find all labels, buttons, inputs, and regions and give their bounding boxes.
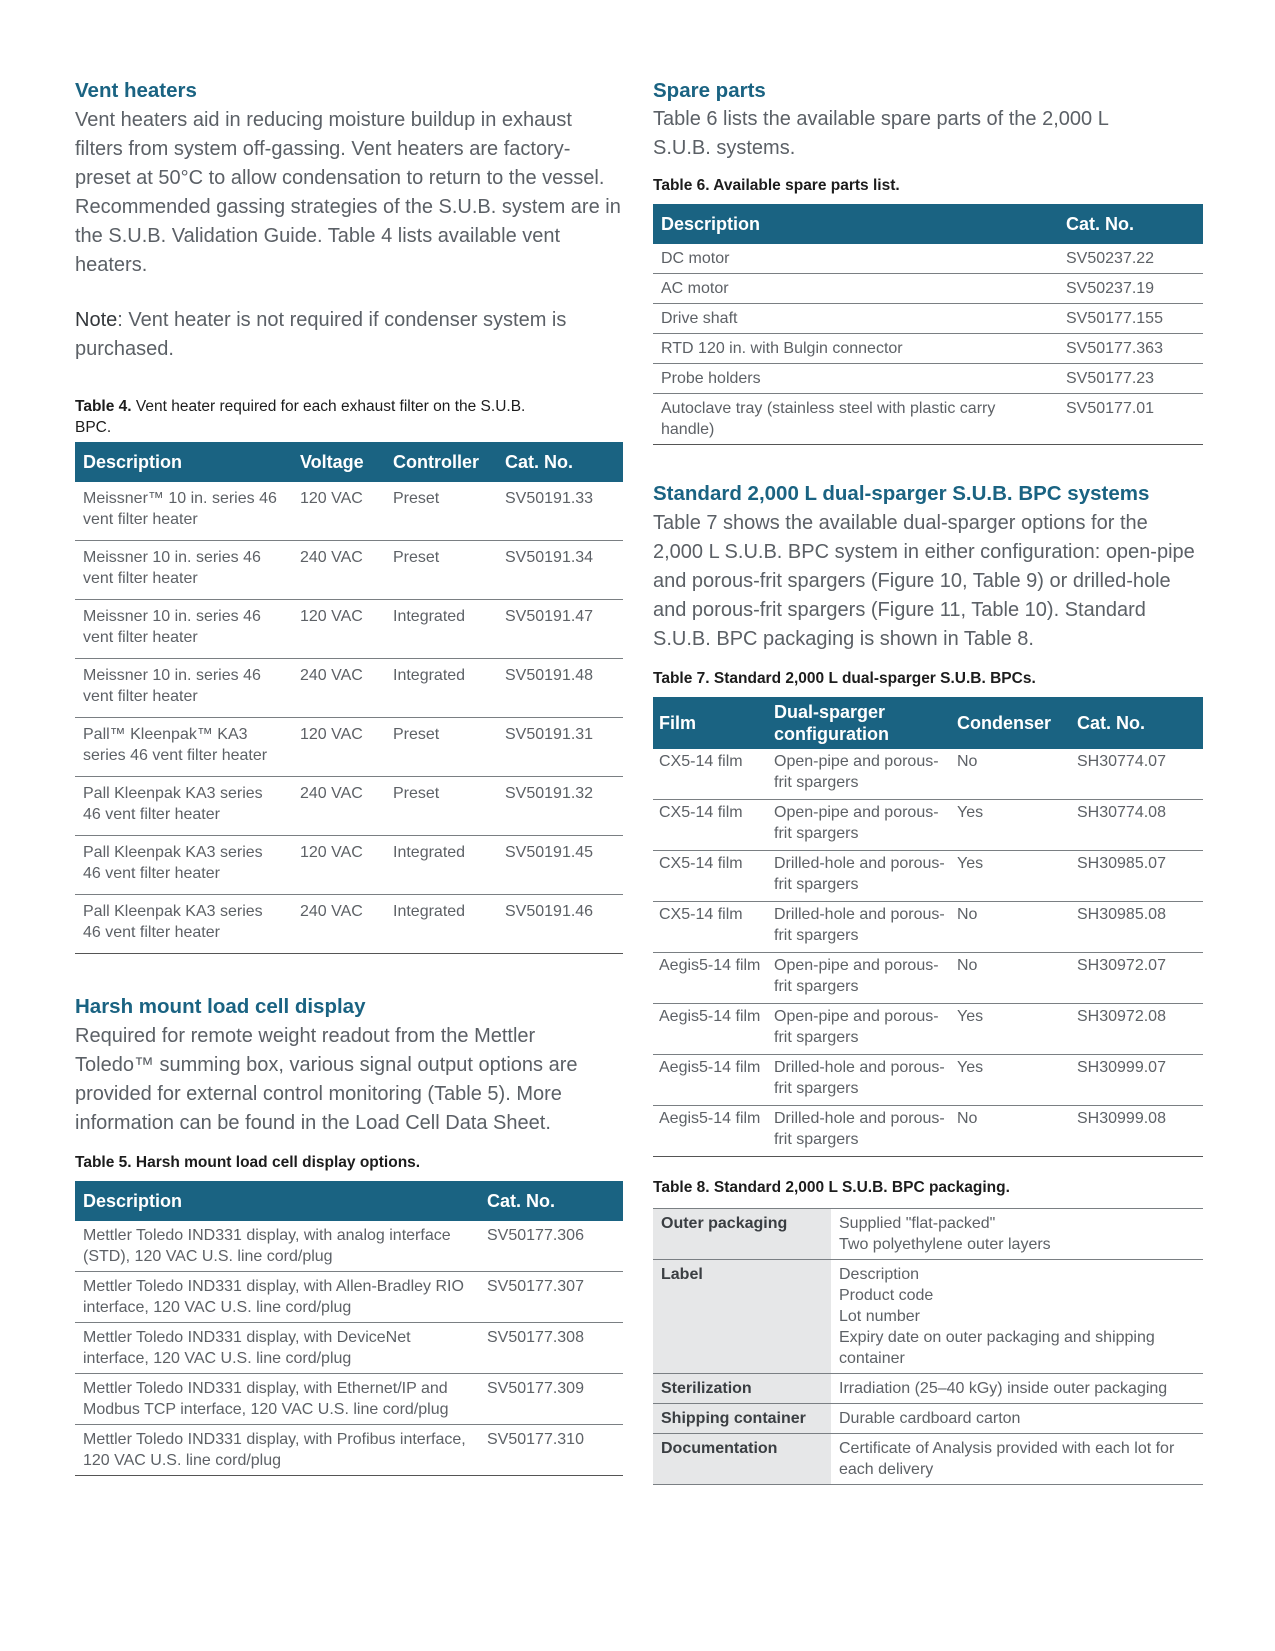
table8-cell: Irradiation (25–40 kGy) inside outer packaging <box>831 1374 1203 1404</box>
table7-cell: No <box>951 1106 1071 1157</box>
table7-cell: Open-pipe and porous-frit spargers <box>768 953 951 1004</box>
table7-cell: Yes <box>951 851 1071 902</box>
table4-cell: SV50191.34 <box>497 541 623 600</box>
table4-cell: Meissner 10 in. series 46 vent filter heater <box>75 659 292 718</box>
table5-cell: Mettler Toledo IND331 display, with analog interface (STD), 120 VAC U.S. line cord/plug <box>75 1221 479 1272</box>
table6-cell: SV50237.22 <box>1058 244 1203 274</box>
table8-cell: Documentation <box>653 1434 831 1485</box>
table6-cell: DC motor <box>653 244 1058 274</box>
table7-cell: Aegis5-14 film <box>653 953 768 1004</box>
table6-cell: Drive shaft <box>653 304 1058 334</box>
table8-caption <box>653 1177 1203 1198</box>
table7-cell: CX5-14 film <box>653 749 768 800</box>
table7-cell: CX5-14 film <box>653 851 768 902</box>
dual-sparger-body: Table 7 shows the available dual-sparger options for the 2,000 L S.U.B. BPC system in either configuration: open-pipe and porous-frit spargers (Figure 10, Table 9) or drilled-hole and porous-frit spargers (Figure 11, Table 10). Standard S.U.B. BPC packaging is shown in Table 8. <box>653 512 1195 650</box>
left-column <box>75 78 623 1476</box>
table4-cell: SV50191.32 <box>497 777 623 836</box>
table7-row <box>653 1106 1203 1157</box>
table8-row <box>653 1209 1203 1260</box>
table7-cell: No <box>951 953 1071 1004</box>
vent-heaters-note <box>75 306 623 364</box>
table7-cell: Yes <box>951 1004 1071 1055</box>
table4-cell: 240 VAC <box>292 895 385 954</box>
table4-cell: 120 VAC <box>292 718 385 777</box>
table7-cell: Aegis5-14 film <box>653 1106 768 1157</box>
table4-cell: Pall™ Kleenpak™ KA3 series 46 vent filter heater <box>75 718 292 777</box>
table8-cell: Label <box>653 1260 831 1374</box>
table8-caption-text: Standard 2,000 L S.U.B. BPC packaging. <box>709 1179 1010 1196</box>
table6-cell: SV50177.155 <box>1058 304 1203 334</box>
table4-cell: Pall Kleenpak KA3 series 46 vent filter heater <box>75 777 292 836</box>
table4-row <box>75 600 623 659</box>
table4-cell: 240 VAC <box>292 777 385 836</box>
table5-cell: SV50177.308 <box>479 1323 623 1374</box>
table6-spare-parts <box>653 204 1203 445</box>
table6-cell: SV50177.363 <box>1058 334 1203 364</box>
table8-row <box>653 1374 1203 1404</box>
table5-cell: Mettler Toledo IND331 display, with Allen-Bradley RIO interface, 120 VAC U.S. line cord/plug <box>75 1272 479 1323</box>
table4-row <box>75 659 623 718</box>
table7-row <box>653 851 1203 902</box>
table4-cell: Preset <box>385 718 497 777</box>
table6-header-cell: Cat. No. <box>1058 204 1203 244</box>
table5-caption <box>75 1152 623 1173</box>
table4-cell: Pall Kleenpak KA3 series 46 vent filter heater <box>75 836 292 895</box>
table6-row <box>653 244 1203 274</box>
table4-row <box>75 777 623 836</box>
table4-header-cell: Cat. No. <box>497 442 623 482</box>
table7-dual-sparger <box>653 697 1203 1157</box>
table7-row <box>653 902 1203 953</box>
table8-cell: Outer packaging <box>653 1209 831 1260</box>
table5-header-cell: Description <box>75 1181 479 1221</box>
table7-cell: Drilled-hole and porous-frit spargers <box>768 851 951 902</box>
table7-cell: SH30972.08 <box>1071 1004 1203 1055</box>
table7-cell: Open-pipe and porous-frit spargers <box>768 1004 951 1055</box>
table4-cell: 120 VAC <box>292 482 385 541</box>
table7-caption <box>653 668 1203 689</box>
table6-cell: AC motor <box>653 274 1058 304</box>
table4-cell: 120 VAC <box>292 600 385 659</box>
table7-cell: Drilled-hole and porous-frit spargers <box>768 1106 951 1157</box>
table6-cell: SV50237.19 <box>1058 274 1203 304</box>
table6-header-cell: Description <box>653 204 1058 244</box>
table5-cell: SV50177.310 <box>479 1425 623 1476</box>
dual-sparger-section <box>653 481 1203 1485</box>
right-column <box>653 78 1203 1485</box>
table4-cell: Preset <box>385 777 497 836</box>
table4-cell: Integrated <box>385 659 497 718</box>
table7-cell: Open-pipe and porous-frit spargers <box>768 800 951 851</box>
table8-cell: Description Product code Lot number Expiry date on outer packaging and shipping container <box>831 1260 1203 1374</box>
table4-cell: SV50191.33 <box>497 482 623 541</box>
table7-caption-text: Standard 2,000 L dual-sparger S.U.B. BPCs. <box>709 670 1036 687</box>
table5-row <box>75 1425 623 1476</box>
table4-cell: 120 VAC <box>292 836 385 895</box>
table8-cell: Sterilization <box>653 1374 831 1404</box>
table5-cell: Mettler Toledo IND331 display, with DeviceNet interface, 120 VAC U.S. line cord/plug <box>75 1323 479 1374</box>
table8-cell: Supplied "flat-packed" Two polyethylene outer layers <box>831 1209 1203 1260</box>
table5-caption-text: Harsh mount load cell display options. <box>131 1154 421 1171</box>
table5-cell: SV50177.307 <box>479 1272 623 1323</box>
table4-header-cell: Voltage <box>292 442 385 482</box>
table4-caption-label: Table 4. <box>75 398 132 415</box>
table7-header-cell: Film <box>653 697 768 749</box>
table6-caption <box>653 175 1203 196</box>
table7-cell: SH30774.08 <box>1071 800 1203 851</box>
table6-row <box>653 364 1203 394</box>
table7-row <box>653 953 1203 1004</box>
table6-caption-label: Table 6. <box>653 177 710 194</box>
table5-cell: Mettler Toledo IND331 display, with Profibus interface, 120 VAC U.S. line cord/plug <box>75 1425 479 1476</box>
table4-caption <box>75 396 545 438</box>
table6-cell: SV50177.23 <box>1058 364 1203 394</box>
table4-header-cell: Controller <box>385 442 497 482</box>
table7-cell: No <box>951 749 1071 800</box>
spare-parts-heading: Spare parts <box>653 79 766 102</box>
table5-row <box>75 1221 623 1272</box>
table4-cell: 240 VAC <box>292 541 385 600</box>
table7-cell: SH30999.07 <box>1071 1055 1203 1106</box>
table8-cell: Certificate of Analysis provided with each lot for each delivery <box>831 1434 1203 1485</box>
table7-cell: CX5-14 film <box>653 902 768 953</box>
table7-cell: Aegis5-14 film <box>653 1055 768 1106</box>
table4-cell: Preset <box>385 482 497 541</box>
table4-cell: Integrated <box>385 836 497 895</box>
table8-row <box>653 1260 1203 1374</box>
vent-heaters-section <box>75 78 623 954</box>
table5-caption-label: Table 5. <box>75 1154 132 1171</box>
table5-header-cell: Cat. No. <box>479 1181 623 1221</box>
table7-row <box>653 1055 1203 1106</box>
table8-caption-label: Table 8. <box>653 1179 710 1196</box>
load-cell-heading: Harsh mount load cell display <box>75 995 366 1018</box>
table7-header-cell: Cat. No. <box>1071 697 1203 749</box>
table7-cell: Drilled-hole and porous-frit spargers <box>768 902 951 953</box>
table5-cell: SV50177.309 <box>479 1374 623 1425</box>
table4-row <box>75 541 623 600</box>
table5-load-cell <box>75 1181 623 1476</box>
table4-row <box>75 836 623 895</box>
note-label: Note <box>75 309 118 331</box>
table6-row <box>653 274 1203 304</box>
table7-row <box>653 1004 1203 1055</box>
load-cell-body: Required for remote weight readout from the Mettler Toledo™ summing box, various signal output options are provided for external control monitoring (Table 5). More information can be found in the Load Cell Data Sheet. <box>75 1025 578 1134</box>
note-text: : Vent heater is not required if condenser system is purchased. <box>75 309 567 360</box>
table4-caption-text: Vent heater required for each exhaust filter on the S.U.B. BPC. <box>75 398 526 436</box>
dual-sparger-heading: Standard 2,000 L dual-sparger S.U.B. BPC systems <box>653 482 1150 505</box>
table6-row <box>653 304 1203 334</box>
table4-cell: SV50191.47 <box>497 600 623 659</box>
table4-cell: SV50191.46 <box>497 895 623 954</box>
table5-row <box>75 1272 623 1323</box>
table6-cell: Probe holders <box>653 364 1058 394</box>
table7-cell: Open-pipe and porous-frit spargers <box>768 749 951 800</box>
table4-cell: Meissner 10 in. series 46 vent filter heater <box>75 541 292 600</box>
table6-caption-text: Available spare parts list. <box>709 177 900 194</box>
table8-cell: Durable cardboard carton <box>831 1404 1203 1434</box>
table4-row <box>75 482 623 541</box>
table7-caption-label: Table 7. <box>653 670 710 687</box>
table7-cell: SH30985.08 <box>1071 902 1203 953</box>
table4-cell: SV50191.48 <box>497 659 623 718</box>
vent-heaters-body: Vent heaters aid in reducing moisture buildup in exhaust filters from system off-gassing. Vent heaters are factory-preset at 50°C to allow condensation to return to the vessel. Recommended gassing strategies of the S.U.B. system are in the S.U.B. Validation Guide. Table 4 lists available vent heaters. <box>75 109 621 276</box>
table7-cell: Aegis5-14 film <box>653 1004 768 1055</box>
table6-cell: Autoclave tray (stainless steel with plastic carry handle) <box>653 394 1058 445</box>
table7-cell: No <box>951 902 1071 953</box>
table7-header-cell: Dual-sparger configuration <box>768 697 951 749</box>
table4-cell: Meissner™ 10 in. series 46 vent filter heater <box>75 482 292 541</box>
table6-row <box>653 394 1203 445</box>
table7-header-cell: Condenser <box>951 697 1071 749</box>
table4-header-cell: Description <box>75 442 292 482</box>
table5-cell: SV50177.306 <box>479 1221 623 1272</box>
table4-cell: Preset <box>385 541 497 600</box>
table6-row <box>653 334 1203 364</box>
table4-cell: 240 VAC <box>292 659 385 718</box>
table7-cell: SH30999.08 <box>1071 1106 1203 1157</box>
table4-row <box>75 718 623 777</box>
table4-cell: SV50191.45 <box>497 836 623 895</box>
table5-row <box>75 1374 623 1425</box>
table5-cell: Mettler Toledo IND331 display, with Ethernet/IP and Modbus TCP interface, 120 VAC U.S. line cord/plug <box>75 1374 479 1425</box>
table7-cell: CX5-14 film <box>653 800 768 851</box>
table8-packaging <box>653 1208 1203 1485</box>
table6-cell: RTD 120 in. with Bulgin connector <box>653 334 1058 364</box>
table7-cell: SH30972.07 <box>1071 953 1203 1004</box>
table4-vent-heaters <box>75 442 623 954</box>
spare-parts-body: Table 6 lists the available spare parts of the 2,000 L S.U.B. systems. <box>653 108 1109 159</box>
table4-cell: Integrated <box>385 600 497 659</box>
table4-cell: Integrated <box>385 895 497 954</box>
vent-heaters-heading: Vent heaters <box>75 79 197 102</box>
table7-cell: Yes <box>951 800 1071 851</box>
table4-row <box>75 895 623 954</box>
table6-cell: SV50177.01 <box>1058 394 1203 445</box>
table7-cell: SH30774.07 <box>1071 749 1203 800</box>
table7-cell: Yes <box>951 1055 1071 1106</box>
table8-row <box>653 1434 1203 1485</box>
table4-cell: Meissner 10 in. series 46 vent filter heater <box>75 600 292 659</box>
table7-cell: Drilled-hole and porous-frit spargers <box>768 1055 951 1106</box>
table5-row <box>75 1323 623 1374</box>
table7-cell: SH30985.07 <box>1071 851 1203 902</box>
load-cell-section <box>75 994 623 1476</box>
table4-cell: SV50191.31 <box>497 718 623 777</box>
table8-row <box>653 1404 1203 1434</box>
table8-cell: Shipping container <box>653 1404 831 1434</box>
table7-row <box>653 749 1203 800</box>
table7-row <box>653 800 1203 851</box>
spare-parts-section <box>653 78 1203 445</box>
table4-cell: Pall Kleenpak KA3 series 46 vent filter heater <box>75 895 292 954</box>
